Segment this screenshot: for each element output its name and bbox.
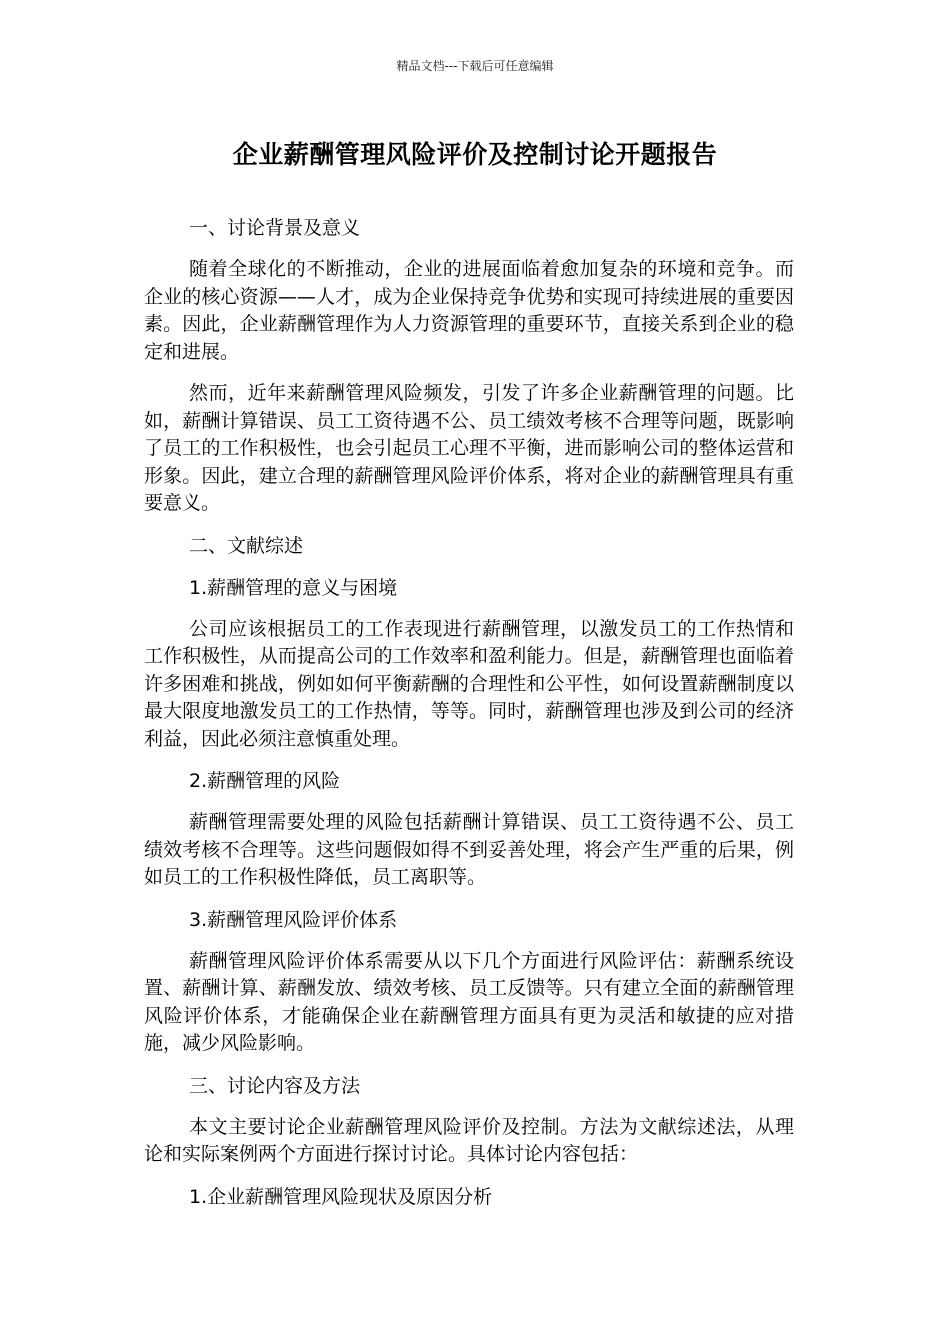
paragraph-risk: 薪酬管理需要处理的风险包括薪酬计算错误、员工工资待遇不公、员工绩效考核不合理等。这些问题假如得不到妥善处理，将会产生严重的后果，例如员工的工作积极性降低，员工离职等。 [144,811,794,888]
section-heading-content-method: 三、讨论内容及方法 [189,1074,361,1097]
paragraph-evaluation-system: 薪酬管理风险评价体系需要从以下几个方面进行风险评估：薪酬系统设置、薪酬计算、薪酬发放、绩效考核、员工反馈等。只有建立全面的薪酬管理风险评价体系，才能确保企业在薪酬管理方面具有更为灵活和敏捷的应对措施，减少风险影响。 [144,949,794,1054]
section-heading-literature: 二、文献综述 [189,534,304,557]
paragraph-meaning-difficulty: 公司应该根据员工的工作表现进行薪酬管理，以激发员工的工作热情和工作积极性，从而提高公司的工作效率和盈利能力。但是，薪酬管理也面临着许多困难和挑战，例如如何平衡薪酬的合理性和公平性，如何设置薪酬制度以最大限度地激发员工的工作热情，等等。同时，薪酬管理也涉及到公司的经济利益，因此必须注意慎重处理。 [144,617,794,750]
document-body [144,214,794,1225]
section-heading-background: 一、讨论背景及意义 [189,217,361,239]
paragraph-background-1: 随着全球化的不断推动，企业的进展面临着愈加复杂的环境和竞争。而企业的核心资源——人才，成为企业保持竞争优势和实现可持续进展的重要因素。因此，企业薪酬管理作为人力资源管理的重要环节，直接关系到企业的稳定和进展。 [144,258,794,363]
subheading-evaluation-system: 3.薪酬管理风险评价体系 [189,908,398,931]
subheading-meaning-difficulty: 1.薪酬管理的意义与困境 [189,576,398,599]
subheading-risk: 2.薪酬管理的风险 [189,770,341,792]
page-header-note: 精品文档---下载后可任意编辑 [396,59,554,73]
paragraph-content-method: 本文主要讨论企业薪酬管理风险评价及控制。方法为文献综述法，从理论和实际案例两个方面进行探讨讨论。具体讨论内容包括： [144,1115,794,1165]
paragraph-background-2: 然而，近年来薪酬管理风险频发，引发了许多企业薪酬管理的问题。比如，薪酬计算错误、员工工资待遇不公、员工绩效考核不合理等问题，既影响了员工的工作积极性，也会引起员工心理不平衡，进而影响公司的整体运营和形象。因此，建立合理的薪酬管理风险评价体系，将对企业的薪酬管理具有重要意义。 [144,382,794,514]
subheading-status-analysis: 1.企业薪酬管理风险现状及原因分析 [189,1185,493,1208]
document-title: 企业薪酬管理风险评价及控制讨论开题报告 [232,140,718,169]
